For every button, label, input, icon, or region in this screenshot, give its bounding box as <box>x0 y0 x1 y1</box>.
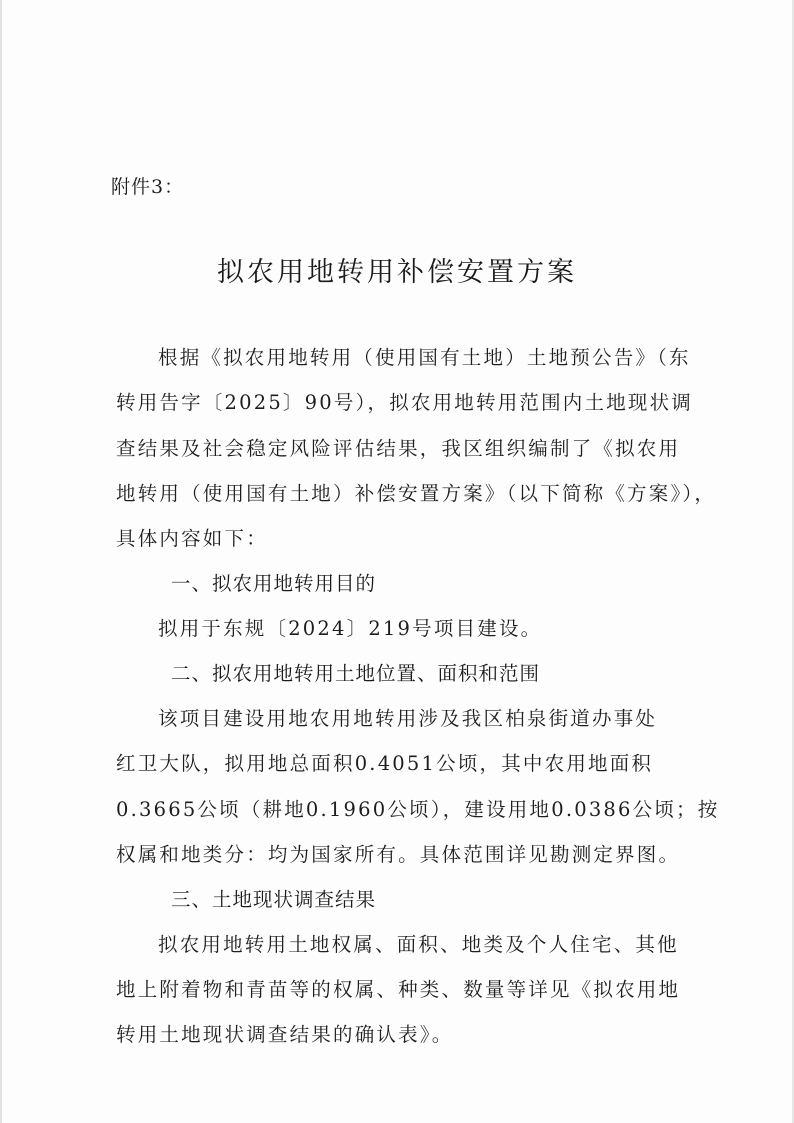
text-line: 地上附着物和青苗等的权属、种类、数量等详见《拟农用地 <box>116 978 681 1001</box>
text-line: 权属和地类分：均为国家所有。具体范围详见勘测定界图。 <box>116 843 681 866</box>
text-line: 拟农用地转用土地权属、面积、地类及个人住宅、其他 <box>158 933 679 956</box>
section-heading-3: 三、土地现状调查结果 <box>171 888 377 911</box>
text-line: 转用告字〔2025〕90号），拟农用地转用范围内土地现状调 <box>116 391 693 414</box>
text-line: 转用土地现状调查结果的确认表》。 <box>116 1023 454 1046</box>
attachment-label: 附件3： <box>111 176 185 198</box>
text-line: 0.3665公顷（耕地0.1960公顷），建设用地0.0386公顷；按 <box>116 798 720 821</box>
text-line: 红卫大队，拟用地总面积0.4051公顷，其中农用地面积 <box>116 752 654 775</box>
text-line: 该项目建设用地农用地转用涉及我区柏泉街道办事处 <box>158 707 658 730</box>
text-line: 具体内容如下： <box>116 527 268 550</box>
document-title: 拟农用地转用补偿安置方案 <box>217 257 577 288</box>
section-heading-1: 一、拟农用地转用目的 <box>171 572 377 595</box>
page-left-edge <box>0 0 2 1123</box>
text-line: 查结果及社会稳定风险评估结果，我区组织编制了《拟农用 <box>116 437 681 460</box>
text-line: 地转用（使用国有土地）补偿安置方案》（以下简称《方案》）， <box>116 482 717 505</box>
text-line: 拟用于东规〔2024〕219号项目建设。 <box>158 617 543 640</box>
text-line: 根据《拟农用地转用（使用国有土地）土地预公告》（东 <box>158 346 691 369</box>
section-heading-2: 二、拟农用地转用土地位置、面积和范围 <box>171 662 541 685</box>
